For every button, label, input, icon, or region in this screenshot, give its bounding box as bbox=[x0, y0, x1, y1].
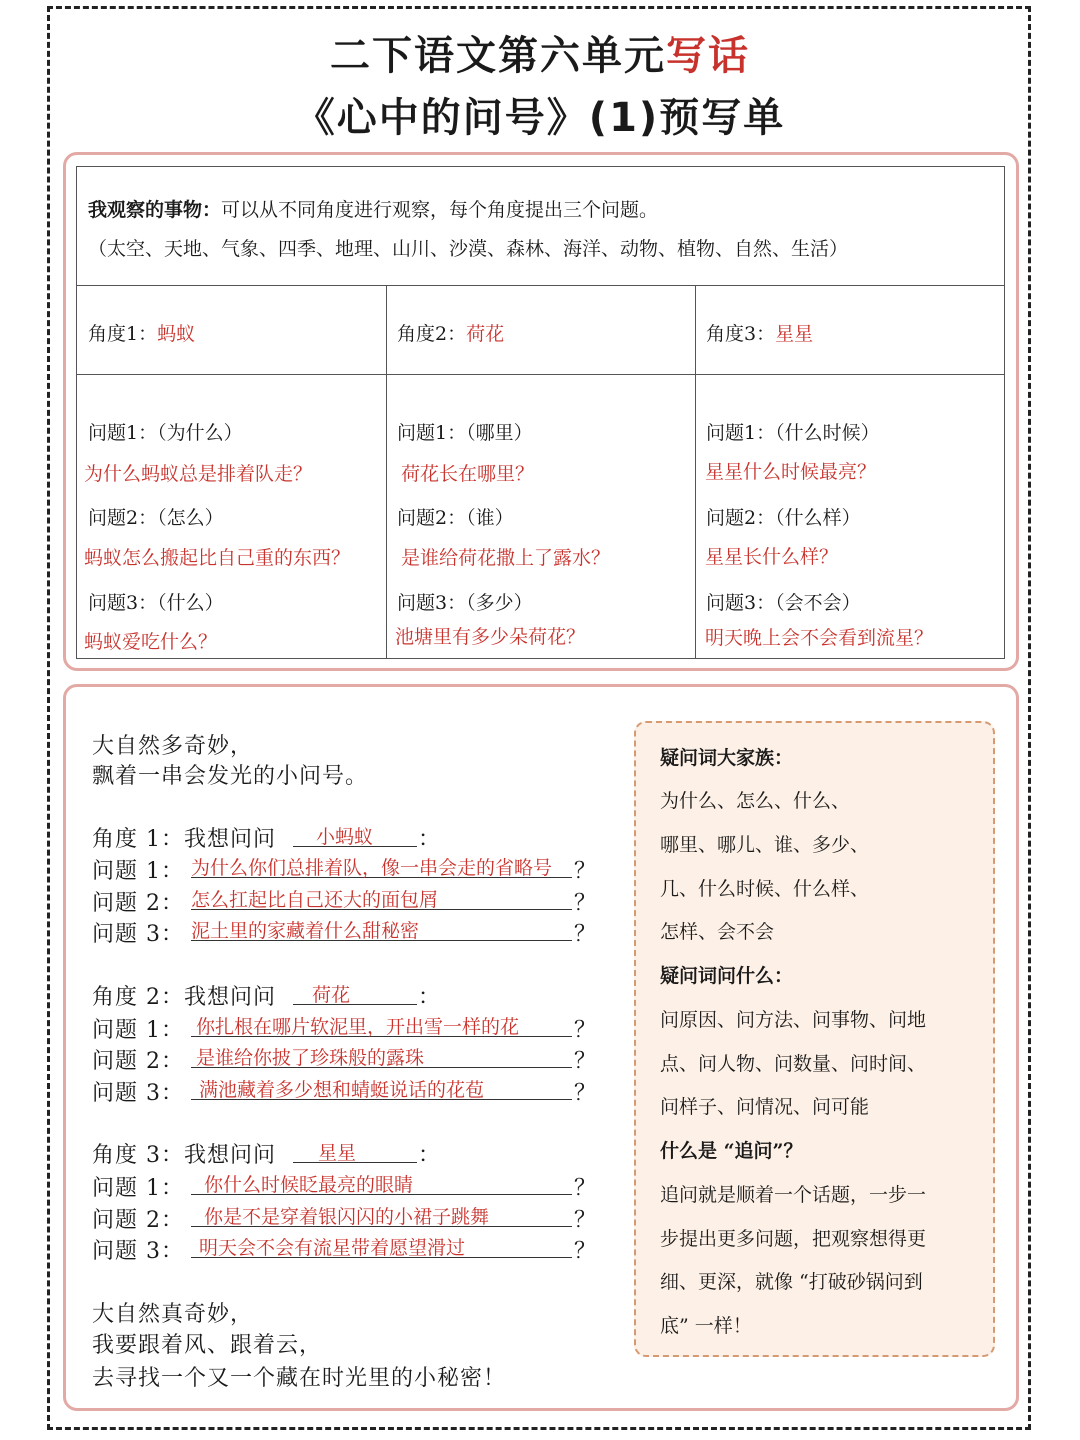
poem-outro-1: 大自然真奇妙， bbox=[92, 1302, 254, 1327]
tips-heading-follow-up: 什么是 “追问”？ bbox=[660, 1140, 803, 1162]
poem-answer: 你什么时候眨最亮的眼睛 bbox=[204, 1174, 414, 1196]
tips-text: 为什么、怎么、什么、 bbox=[660, 790, 851, 812]
poem-answer: 泥土里的家藏着什么甜秘密 bbox=[191, 920, 420, 942]
tips-text: 细、更深，就像 “打破砂锅问到 bbox=[660, 1271, 923, 1293]
tips-heading-what-to-ask: 疑问词问什么： bbox=[660, 965, 794, 987]
question-prefix: 问题 1： bbox=[92, 859, 184, 884]
poem-intro-1: 大自然多奇妙， bbox=[92, 734, 254, 759]
angle-1-header: 角度1：蚂蚁 bbox=[88, 323, 196, 345]
question-answer: 星星长什么样？ bbox=[705, 546, 839, 568]
question-prefix: 问题 2： bbox=[92, 1049, 184, 1074]
angle-3-target: 星星 bbox=[318, 1142, 357, 1164]
table-divider bbox=[695, 285, 696, 659]
angle-3-prompt: 角度 3：我想问问 bbox=[92, 1143, 276, 1168]
angle-2-header: 角度2：荷花 bbox=[397, 323, 505, 345]
question-label: 问题2：（谁） bbox=[397, 507, 514, 529]
question-label: 问题1：（哪里） bbox=[397, 422, 533, 444]
angle-3-header: 角度3：星星 bbox=[706, 323, 814, 345]
question-answer: 为什么蚂蚁总是排着队走？ bbox=[84, 463, 313, 485]
poem-outro-2: 我要跟着风、跟着云， bbox=[92, 1333, 323, 1358]
poem-answer: 明天会不会有流星带着愿望滑过 bbox=[199, 1237, 466, 1259]
question-prefix: 问题 3： bbox=[92, 1081, 184, 1106]
tips-box bbox=[634, 721, 995, 1357]
angle-1-target: 小蚂蚁 bbox=[316, 826, 374, 848]
question-label: 问题2：（怎么） bbox=[88, 507, 224, 529]
tips-text: 哪里、哪儿、谁、多少、 bbox=[660, 834, 870, 856]
tips-text: 怎样、会不会 bbox=[660, 921, 775, 943]
question-mark: ？ bbox=[574, 1208, 598, 1233]
table-divider bbox=[386, 285, 387, 659]
poem-answer: 怎么扛起比自己还大的面包屑 bbox=[191, 889, 439, 911]
tips-heading-question-words: 疑问词大家族： bbox=[660, 747, 794, 769]
observation-instruction: 可以从不同角度进行观察，每个角度提出三个问题。 bbox=[221, 199, 659, 221]
colon: ： bbox=[418, 1143, 442, 1168]
question-answer: 荷花长在哪里？ bbox=[401, 463, 535, 485]
question-mark: ？ bbox=[574, 891, 598, 916]
question-answer: 星星什么时候最亮？ bbox=[705, 461, 877, 483]
question-answer: 明天晚上会不会看到流星？ bbox=[705, 627, 934, 649]
question-answer: 蚂蚁爱吃什么？ bbox=[84, 631, 218, 653]
question-label: 问题3：（会不会） bbox=[706, 592, 861, 614]
poem-intro-2: 飘着一串会发光的小问号。 bbox=[92, 764, 369, 789]
colon: ： bbox=[418, 985, 442, 1010]
observation-line bbox=[88, 195, 658, 222]
table-divider bbox=[77, 374, 1004, 375]
title-line-1: 二下语文第六单元写话 bbox=[330, 33, 750, 79]
poem-answer: 是谁给你披了珍珠般的露珠 bbox=[196, 1047, 425, 1069]
question-mark: ？ bbox=[574, 922, 598, 947]
question-label: 问题2：（什么样） bbox=[706, 507, 861, 529]
title-highlight: 写话 bbox=[666, 33, 750, 79]
tips-text: 点、问人物、问数量、问时间、 bbox=[660, 1053, 927, 1075]
tips-text: 追问就是顺着一个话题，一步一 bbox=[660, 1184, 927, 1206]
question-mark: ？ bbox=[574, 1081, 598, 1106]
question-answer: 蚂蚁怎么搬起比自己重的东西？ bbox=[84, 547, 351, 569]
observation-label: 我观察的事物： bbox=[88, 199, 222, 221]
poem-answer: 为什么你们总排着队，像一串会走的省略号 bbox=[191, 857, 553, 879]
question-mark: ？ bbox=[574, 1049, 598, 1074]
angle-2-prompt: 角度 2：我想问问 bbox=[92, 985, 276, 1010]
title-line-2: 《心中的问号》(1)预写单 bbox=[294, 95, 786, 141]
poem-answer: 你扎根在哪片软泥里，开出雪一样的花 bbox=[196, 1016, 520, 1038]
question-label: 问题1：（为什么） bbox=[88, 422, 243, 444]
tips-text: 步提出更多问题，把观察想得更 bbox=[660, 1228, 927, 1250]
poem-outro-3: 去寻找一个又一个藏在时光里的小秘密！ bbox=[92, 1366, 507, 1391]
table-divider bbox=[77, 285, 1004, 286]
question-prefix: 问题 2： bbox=[92, 1208, 184, 1233]
tips-text: 几、什么时候、什么样、 bbox=[660, 878, 870, 900]
question-answer: 池塘里有多少朵荷花？ bbox=[395, 626, 586, 648]
tips-text: 问原因、问方法、问事物、问地 bbox=[660, 1009, 927, 1031]
question-mark: ？ bbox=[574, 1018, 598, 1043]
question-mark: ？ bbox=[574, 859, 598, 884]
observation-topics: （太空、天地、气象、四季、地理、山川、沙漠、森林、海洋、动物、植物、自然、生活） bbox=[88, 238, 849, 260]
question-prefix: 问题 2： bbox=[92, 891, 184, 916]
question-label: 问题1：（什么时候） bbox=[706, 422, 880, 444]
angle-2-target: 荷花 bbox=[312, 984, 351, 1006]
question-label: 问题3：（多少） bbox=[397, 592, 533, 614]
question-prefix: 问题 3： bbox=[92, 922, 184, 947]
question-prefix: 问题 1： bbox=[92, 1018, 184, 1043]
colon: ： bbox=[418, 827, 442, 852]
tips-text: 底” 一样！ bbox=[660, 1315, 752, 1337]
question-mark: ？ bbox=[574, 1176, 598, 1201]
question-prefix: 问题 1： bbox=[92, 1176, 184, 1201]
tips-text: 问样子、问情况、问可能 bbox=[660, 1096, 870, 1118]
question-answer: 是谁给荷花撒上了露水？ bbox=[401, 547, 611, 569]
poem-answer: 满池藏着多少想和蜻蜓说话的花苞 bbox=[199, 1079, 485, 1101]
question-prefix: 问题 3： bbox=[92, 1239, 184, 1264]
question-label: 问题3：（什么） bbox=[88, 592, 224, 614]
poem-answer: 你是不是穿着银闪闪的小裙子跳舞 bbox=[204, 1206, 490, 1228]
angle-1-prompt: 角度 1：我想问问 bbox=[92, 827, 276, 852]
question-mark: ？ bbox=[574, 1239, 598, 1264]
